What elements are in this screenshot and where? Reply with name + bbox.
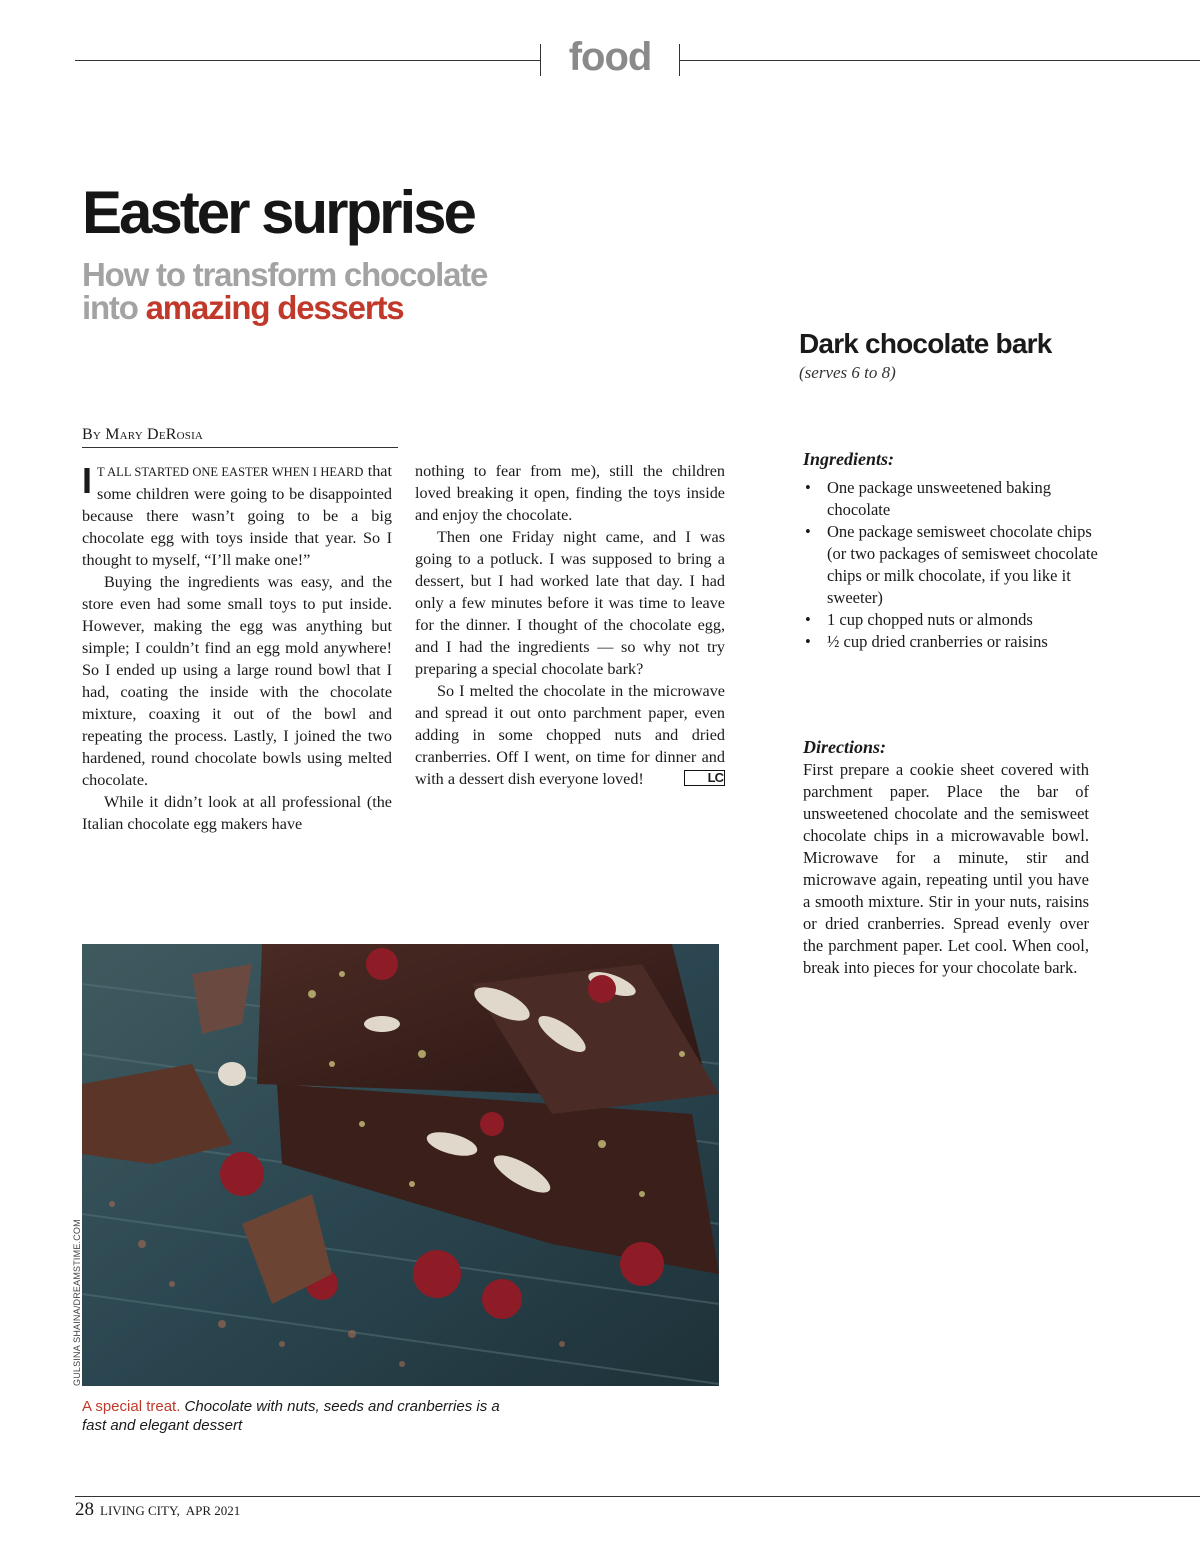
article-column-2 bbox=[415, 460, 725, 790]
article-paragraph: nothing to fear from me), still the children loved breaking it open, finding the toys inside and enjoy the chocolate. bbox=[415, 462, 725, 524]
recipe-title: Dark chocolate bark bbox=[799, 328, 1052, 359]
footer-rule bbox=[75, 1496, 1200, 1497]
issue-date: APR 2021 bbox=[185, 1503, 241, 1518]
article-paragraph bbox=[82, 460, 392, 571]
ingredient-item: • One package unsweetened baking chocolate bbox=[803, 477, 1103, 521]
directions-text: First prepare a cookie sheet covered with parchment paper. Place the bar of unsweetened chocolate and the semisweet chocolate chips in a microwavable bowl. Microwave for a minute, stir and microwave again, repeating until you have a smooth mixture. Stir in your nuts, raisins or dried cranberries. Spread evenly over the parchment paper. Let cool. When cool, break into pieces for your chocolate bark. bbox=[803, 760, 1089, 977]
caption-lead: A special treat. bbox=[82, 1398, 181, 1415]
ingredient-item: • One package semisweet chocolate chips (or two packages of semisweet chocolate chips or milk chocolate, if you like it sweeter) bbox=[803, 521, 1103, 609]
directions-heading: Directions: bbox=[803, 737, 886, 757]
photo-credit: GULSINA SHAINA/DREAMSTIME.COM bbox=[72, 1219, 82, 1386]
ingredient-item: • 1 cup chopped nuts or almonds bbox=[803, 609, 1103, 631]
page-number: 28 bbox=[75, 1499, 94, 1520]
ingredients-heading: Ingredients: bbox=[803, 449, 895, 469]
page-footer bbox=[75, 1500, 240, 1521]
drop-cap: I bbox=[82, 460, 93, 501]
header-rule-left bbox=[75, 60, 540, 61]
article-subtitle bbox=[82, 258, 487, 324]
section-label: food bbox=[568, 35, 652, 79]
byline: By Mary DeRosia bbox=[82, 424, 398, 448]
caption-text: Chocolate with nuts, seeds and cranberries is a fast and elegant dessert bbox=[82, 1398, 500, 1434]
article-paragraph: Then one Friday night came, and I was going to a potluck. I was supposed to bring a dessert, but I had worked late that day. I had only a few minutes before it was time to leave for the dinner. I thought of the chocolate egg, and I had the ingredients — so why not try preparing a special chocolate bark? bbox=[415, 528, 725, 678]
end-mark-logo: LC bbox=[684, 770, 725, 786]
lead-caps: T ALL STARTED ONE EASTER WHEN I HEARD bbox=[97, 465, 364, 479]
subtitle-accent: amazing desserts bbox=[145, 289, 404, 326]
article-column-1 bbox=[82, 460, 392, 835]
recipe-serves: (serves 6 to 8) bbox=[799, 363, 896, 382]
article-paragraph: Buying the ingredients was easy, and the store even had some small toys to put inside. However, making the egg was anything but simple; I couldn’t find an egg mold anywhere! So I ended up using a large round bowl that I had, coating the inside with the chocolate mixture, coaxing it out of the bowl and repeating the process. Lastly, I joined the two hardened, round chocolate bowls using melted chocolate. bbox=[82, 573, 392, 789]
article-paragraph bbox=[415, 680, 725, 790]
photo-caption bbox=[82, 1397, 502, 1435]
publication-name: LIVING CITY, bbox=[100, 1503, 180, 1518]
ingredients-list bbox=[803, 477, 1103, 653]
article-title: Easter surprise bbox=[82, 179, 474, 246]
photo-illustration bbox=[82, 944, 719, 1386]
header-rule-right bbox=[680, 60, 1200, 61]
header-divider-left bbox=[540, 44, 541, 76]
paragraph-text: that some children were going to be disappointed because there wasn’t going to be a big chocolate egg with toys inside that year. So I thought to myself, “I’ll make one!” bbox=[82, 462, 392, 569]
subtitle-line-2 bbox=[82, 291, 487, 324]
subtitle-line-1: How to transform chocolate bbox=[82, 256, 488, 293]
paragraph-text: So I melted the chocolate in the microwave and spread it out onto parchment paper, even adding in some chopped nuts and dried cranberries. Off I went, on time for dinner and with a dessert dish everyone loved! bbox=[415, 682, 725, 788]
article-paragraph: While it didn’t look at all professional (the Italian chocolate egg makers have bbox=[82, 793, 392, 833]
ingredient-item: • ½ cup dried cranberries or raisins bbox=[803, 631, 1103, 653]
subtitle-plain: into bbox=[82, 289, 146, 326]
chocolate-bark-photo bbox=[82, 944, 719, 1386]
